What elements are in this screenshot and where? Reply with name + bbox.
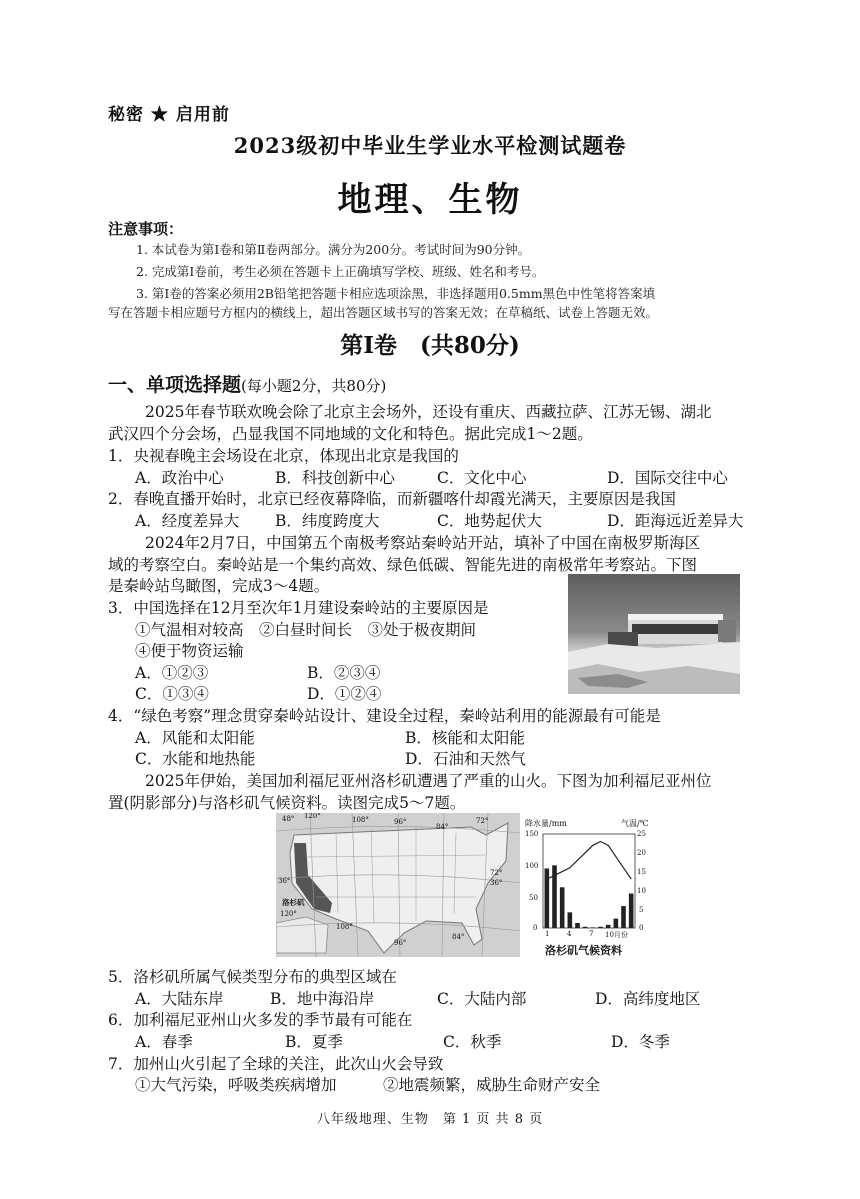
lon-label: 84° <box>452 933 465 941</box>
choice-line: ④便于物资运输 <box>135 642 244 660</box>
option: A．经度差异大 <box>135 512 240 530</box>
option: B．纬度跨度大 <box>275 512 380 530</box>
option: B．地中海沿岸 <box>270 990 375 1008</box>
precip-bar <box>629 894 634 928</box>
question-stem: 7．加州山火引起了全球的关注，此次山火会导致 <box>108 1055 444 1073</box>
lon-label: 108° <box>336 923 353 931</box>
y-tick: 150 <box>525 830 539 838</box>
lat-label: 48° <box>282 815 295 823</box>
option: C．文化中心 <box>437 469 527 487</box>
x-tick: 4 <box>567 930 572 938</box>
x-tick: 10月份 <box>605 931 628 939</box>
passage-line: 2025年伊始，美国加利福尼亚州洛杉矶遭遇了严重的山火。下图为加利福尼亚州位 <box>145 772 712 790</box>
option: C．地势起伏大 <box>437 512 542 530</box>
passage-line: 2025年春节联欢晚会除了北京主会场外，还设有重庆、西藏拉萨、江苏无锡、湖北 <box>145 403 712 421</box>
notice-item: 3. 第Ⅰ卷的答案必须用2B铅笔把答题卡相应选项涂黑，非选择题用0.5mm黑色中性笔将答案填 <box>136 286 656 301</box>
x-tick: 7 <box>589 930 594 938</box>
option: D．国际交往中心 <box>607 469 728 487</box>
option: D．冬季 <box>611 1033 670 1051</box>
lat-label: 36° <box>490 879 503 887</box>
y-tick: 0 <box>639 924 644 932</box>
option: A．政治中心 <box>135 469 224 487</box>
question-stem: 1．央视春晚主会场设在北京，体现出北京是我国的 <box>108 447 459 465</box>
option: A．①②③ <box>135 664 209 682</box>
option: D．①②④ <box>307 685 382 703</box>
question-stem: 6．加利福尼亚州山火多发的季节最有可能在 <box>108 1011 413 1029</box>
usa-map <box>276 813 520 957</box>
x-tick: 1 <box>545 930 550 938</box>
lon-label: 108° <box>352 816 369 824</box>
city-label: 洛杉矶 <box>282 898 305 907</box>
y-tick: 15 <box>637 868 646 876</box>
option: D．距海远近差异大 <box>607 512 744 530</box>
y-tick: 100 <box>525 862 539 870</box>
option: A．大陆东岸 <box>135 990 224 1008</box>
passage-line: 武汉四个分会场，凸显我国不同地域的文化和特色。据此完成1～2题。 <box>108 425 593 443</box>
question-stem: 4．“绿色考察”理念贯穿秦岭站设计、建设全过程，秦岭站利用的能源最有可能是 <box>108 707 661 725</box>
lon-label: 120° <box>304 813 321 820</box>
y-tick: 10 <box>637 887 646 895</box>
y-tick: 5 <box>639 906 644 914</box>
y-tick: 25 <box>637 830 646 838</box>
section-note: (每小题2分，共80分) <box>241 377 387 395</box>
passage-line: 域的考察空白。秦岭站是一个集约高效、绿色低碳、智能先进的南极常年考察站。下图 <box>108 556 698 574</box>
temperature-line <box>547 842 631 880</box>
question-stem: 5．洛杉矶所属气候类型分布的典型区域在 <box>108 968 397 986</box>
precip-bar <box>545 868 550 928</box>
notice-item: 写在答题卡相应题号方框内的横线上，超出答题区域书写的答案无效；在草稿纸、试卷上答题无效。 <box>108 305 659 320</box>
notice-heading: 注意事项： <box>108 220 184 238</box>
part-title: 第Ⅰ卷 (共80分) <box>340 332 520 359</box>
option: A．风能和太阳能 <box>135 729 255 747</box>
y-tick: 0 <box>533 924 538 932</box>
option: B．科技创新中心 <box>275 469 395 487</box>
option: C．水能和地热能 <box>135 750 256 768</box>
question-stem: 3．中国选择在12月至次年1月建设秦岭站的主要原因是 <box>108 599 489 617</box>
climate-plot <box>525 818 655 943</box>
chart-caption: 洛杉矶气候资料 <box>545 944 622 957</box>
secret-label: 秘密 ★ 启用前 <box>108 105 230 125</box>
y-tick: 50 <box>529 894 538 902</box>
option: A．春季 <box>135 1033 193 1051</box>
precip-bar <box>560 887 565 928</box>
option: C．大陆内部 <box>437 990 527 1008</box>
left-axis-label: 降水量/mm <box>525 819 567 828</box>
precip-bar <box>614 919 619 928</box>
qinling-station-photo <box>568 574 740 694</box>
lat-label: 36° <box>278 877 291 885</box>
page-footer: 八年级地理、生物 第 1 页 共 8 页 <box>316 1112 544 1127</box>
y-tick: 20 <box>637 849 646 857</box>
passage-line: 2024年2月7日，中国第五个南极考察站秦岭站开站，填补了中国在南极罗斯海区 <box>145 534 701 552</box>
lon-label: 120° <box>280 910 297 918</box>
option: C．①③④ <box>135 685 209 703</box>
precip-bar <box>621 906 626 928</box>
right-axis-label: 气温/℃ <box>621 819 649 828</box>
section-title-text: 一、单项选择题 <box>108 374 242 396</box>
precip-bar <box>568 912 573 928</box>
option: C．秋季 <box>443 1033 502 1051</box>
option: B．夏季 <box>285 1033 343 1051</box>
precip-bar <box>583 927 588 928</box>
choice-line: ①气温相对较高 ②白昼时间长 ③处于极夜期间 <box>135 621 477 639</box>
precip-bar <box>591 927 596 928</box>
option: B．核能和太阳能 <box>405 729 525 747</box>
precip-bar <box>598 927 603 928</box>
notice-item: 1. 本试卷为第Ⅰ卷和第Ⅱ卷两部分。满分为200分。考试时间为90分钟。 <box>136 242 531 257</box>
lat-label: 72° <box>490 869 503 877</box>
option: D．高纬度地区 <box>595 990 701 1008</box>
option: B．②③④ <box>307 664 381 682</box>
question-stem: 2．春晚直播开始时，北京已经夜幕降临，而新疆喀什却霞光满天，主要原因是我国 <box>108 490 676 508</box>
option: D．石油和天然气 <box>405 750 526 768</box>
lon-label: 72° <box>476 817 489 825</box>
precip-bar <box>575 923 580 928</box>
precip-bar <box>606 925 611 928</box>
exam-title: 2023级初中毕业生学业水平检测试题卷 <box>233 133 627 158</box>
section-title <box>108 370 386 397</box>
passage-line: 是秦岭站鸟瞰图，完成3～4题。 <box>108 577 330 595</box>
lon-label: 84° <box>436 823 449 831</box>
lon-label: 96° <box>394 818 407 826</box>
choice-line: ①大气污染，呼吸类疾病增加 ②地震频繁，威胁生命财产安全 <box>135 1076 601 1094</box>
climate-chart <box>525 818 655 958</box>
lon-label: 96° <box>394 939 407 947</box>
subject-title: 地理、生物 <box>337 180 523 220</box>
notice-item: 2. 完成第Ⅰ卷前，考生必须在答题卡上正确填写学校、班级、姓名和考号。 <box>136 264 545 279</box>
passage-line: 置(阴影部分)与洛杉矶气候资料。读图完成5～7题。 <box>108 794 466 812</box>
